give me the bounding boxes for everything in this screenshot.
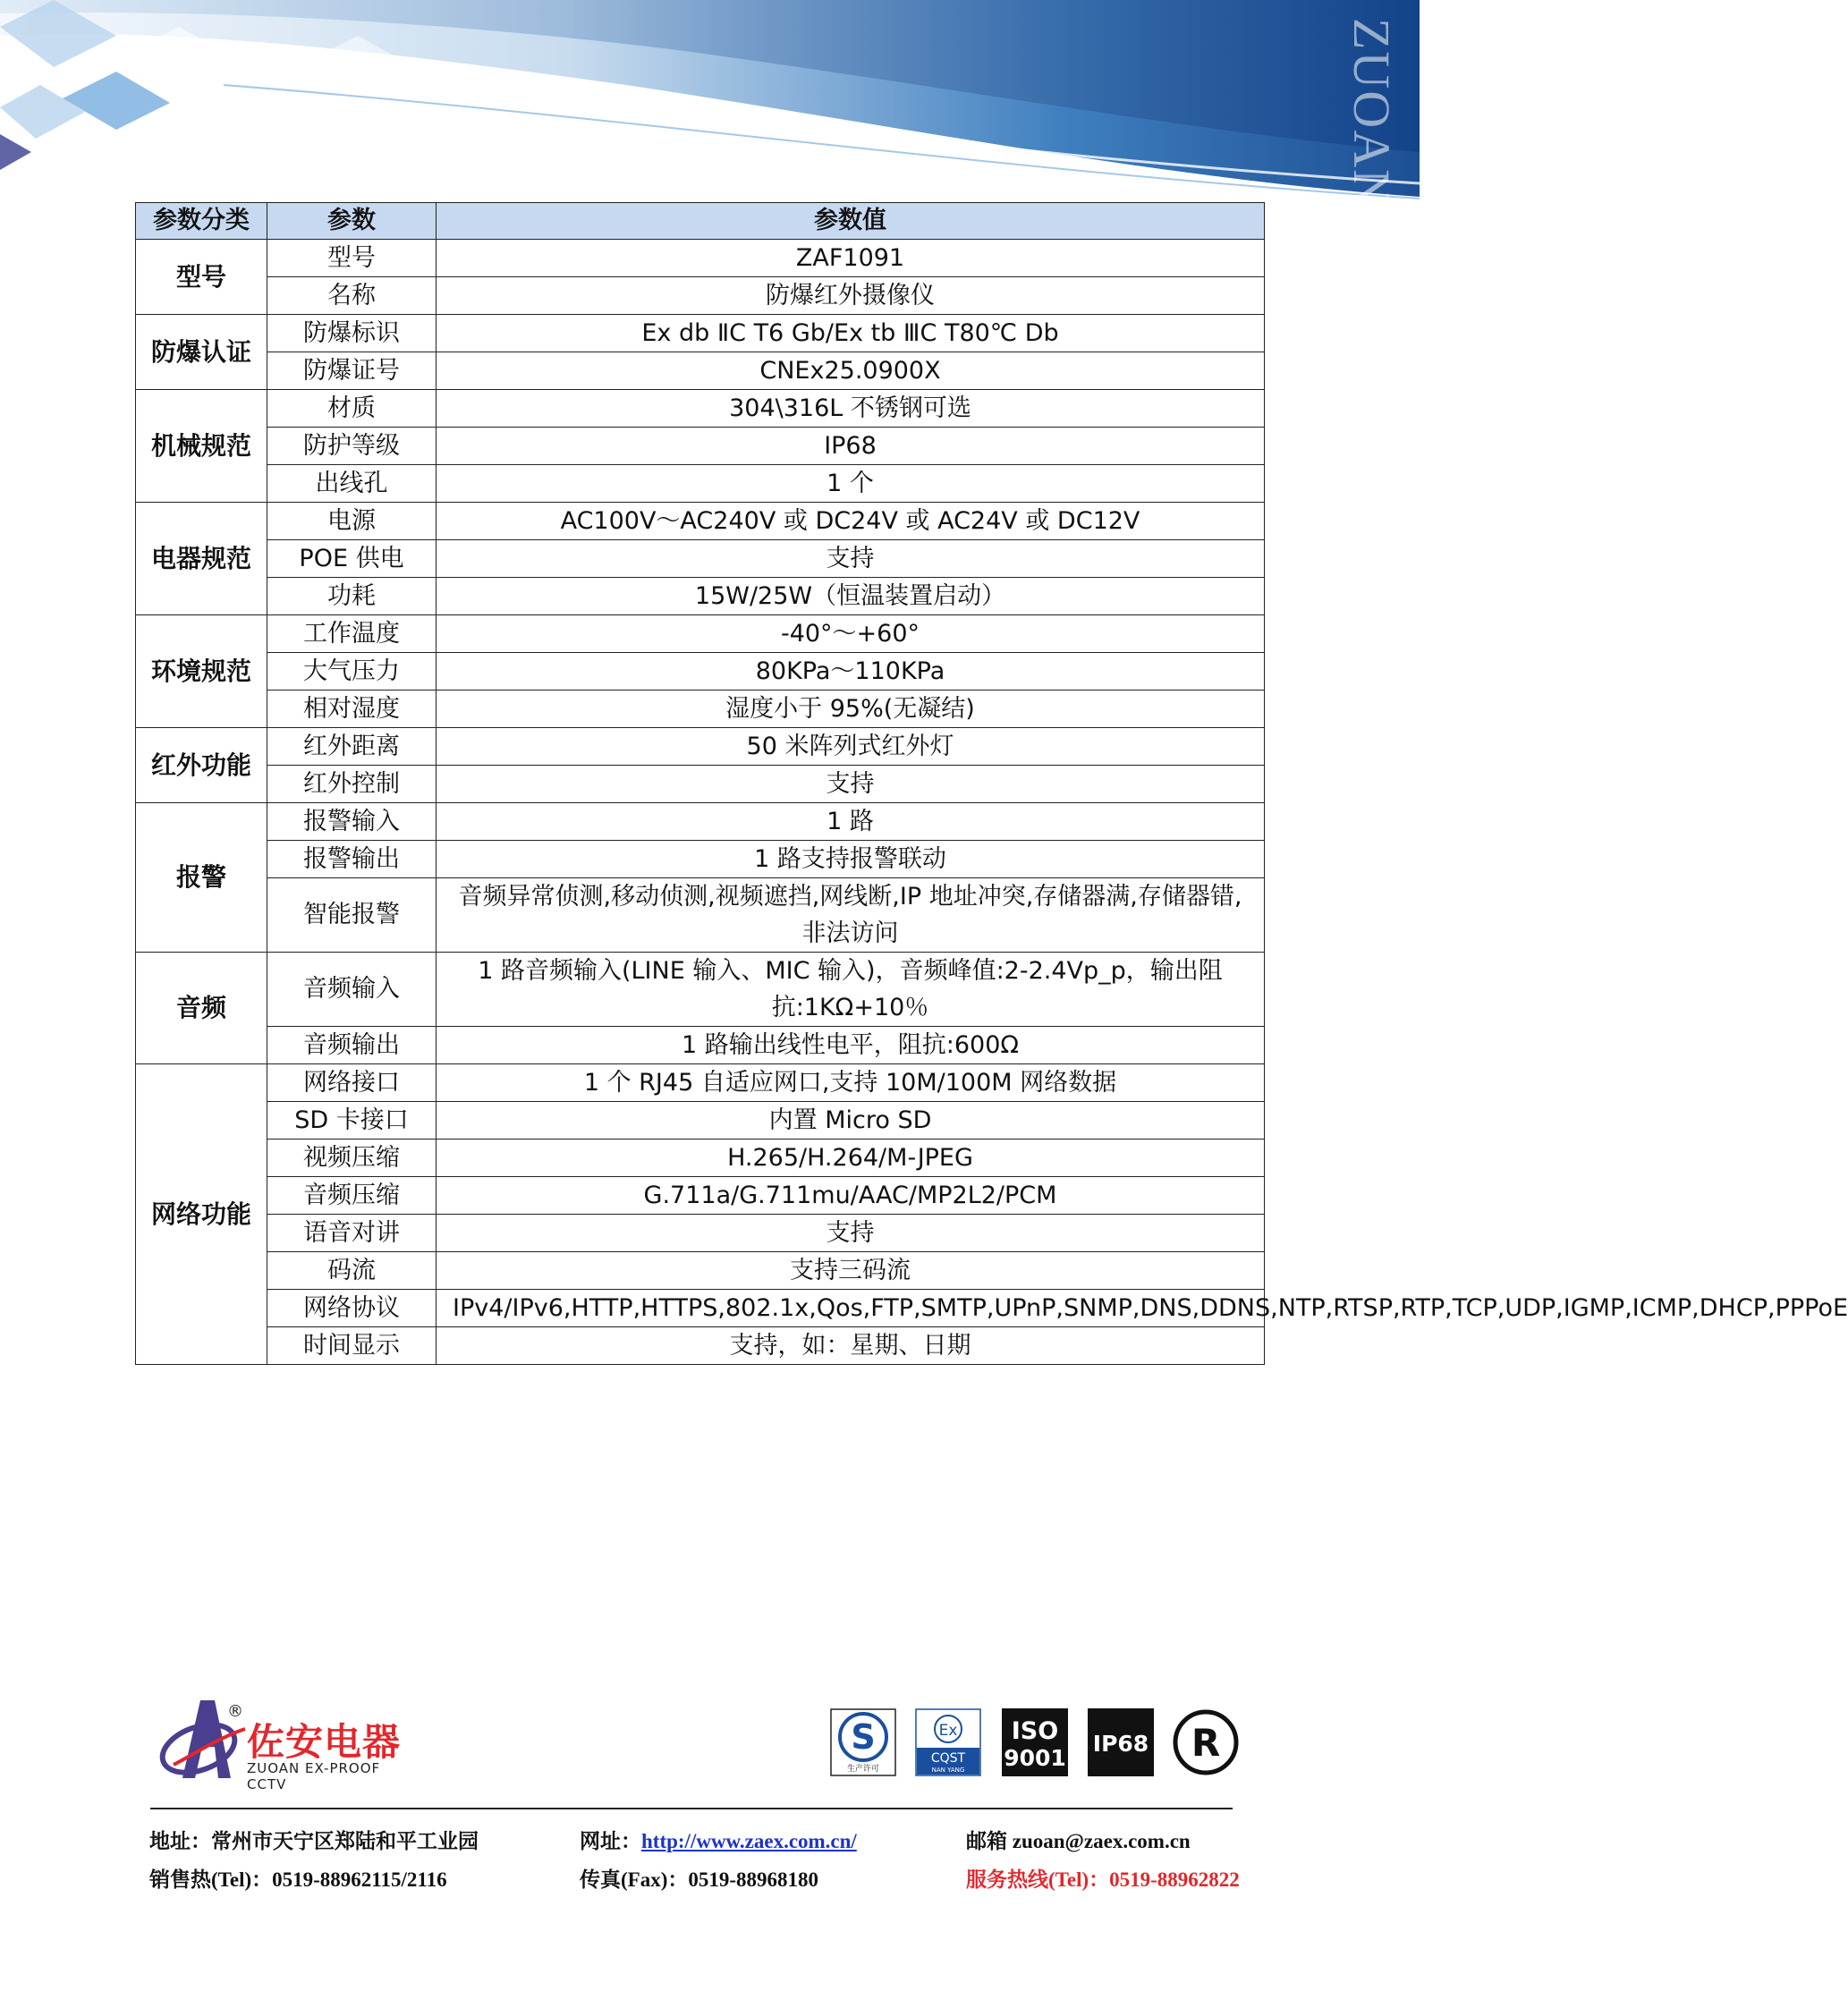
table-row <box>136 1215 1265 1252</box>
param-cell: 音频输入 <box>267 953 437 1027</box>
value-cell: 1 路输出线性电平，阻抗:600Ω <box>437 1027 1265 1064</box>
value-cell: 湿度小于 95%(无凝结) <box>437 691 1265 728</box>
param-cell: SD 卡接口 <box>267 1102 437 1140</box>
value-cell: H.265/H.264/M-JPEG <box>437 1140 1265 1177</box>
value-cell: 1 个 RJ45 自适应网口,支持 10M/100M 网络数据 <box>437 1064 1265 1102</box>
website-line <box>580 1825 857 1854</box>
nanyang-label: NAN YANG <box>931 1767 965 1774</box>
table-row <box>136 578 1265 615</box>
value-cell: -40°～+60° <box>437 615 1265 653</box>
param-cell: 防爆证号 <box>267 352 437 390</box>
param-cell: 时间显示 <box>267 1327 437 1365</box>
value-cell: IP68 <box>437 428 1265 465</box>
category-cell: 电器规范 <box>136 503 267 615</box>
header-param: 参数 <box>267 203 437 240</box>
website-link[interactable]: http://www.zaex.com.cn/ <box>641 1830 857 1852</box>
value-cell: 80KPa～110KPa <box>437 653 1265 691</box>
value-cell: 支持，如：星期、日期 <box>437 1327 1265 1365</box>
param-cell: 报警输入 <box>267 803 437 841</box>
table-row <box>136 428 1265 465</box>
table-row <box>136 728 1265 766</box>
param-cell: 工作温度 <box>267 615 437 653</box>
param-cell: 语音对讲 <box>267 1215 437 1252</box>
company-logo <box>156 1693 424 1792</box>
param-cell: 防护等级 <box>267 428 437 465</box>
category-cell: 型号 <box>136 240 267 315</box>
table-row <box>136 503 1265 540</box>
table-row <box>136 1177 1265 1215</box>
category-cell: 环境规范 <box>136 615 267 728</box>
header-value: 参数值 <box>437 203 1265 240</box>
value-cell: 1 个 <box>437 465 1265 503</box>
iso-line1: ISO <box>1011 1717 1059 1745</box>
value-cell: ZAF1091 <box>437 240 1265 277</box>
category-cell: 音频 <box>136 953 267 1064</box>
param-cell: 报警输出 <box>267 841 437 878</box>
table-row <box>136 841 1265 878</box>
param-cell: 名称 <box>267 277 437 315</box>
param-cell: 相对湿度 <box>267 691 437 728</box>
qs-certification-icon <box>830 1708 896 1776</box>
table-header-row <box>136 203 1265 240</box>
table-row <box>136 352 1265 390</box>
table-row <box>136 1290 1265 1327</box>
fax-text: 传真(Fax)：0519-88968180 <box>580 1868 819 1891</box>
logo-text-en: ZUOAN EX-PROOF CCTV <box>247 1760 381 1792</box>
table-row <box>136 766 1265 803</box>
param-cell: 智能报警 <box>267 878 437 953</box>
iso-line2: 9001 <box>1004 1745 1066 1771</box>
value-cell: IPv4/IPv6,HTTP,HTTPS,802.1x,Qos,FTP,SMTP,UPnP,SNMP,DNS,DDNS,NTP,RTSP,RTP,TCP,UDP,IGMP,ICMP,DHCP,PPPoE <box>437 1290 1265 1327</box>
table-row <box>136 615 1265 653</box>
value-cell: 支持 <box>437 766 1265 803</box>
param-cell: 防爆标识 <box>267 315 437 352</box>
value-cell: CNEx25.0900X <box>437 352 1265 390</box>
category-cell: 网络功能 <box>136 1064 267 1365</box>
table-row <box>136 691 1265 728</box>
param-cell: 红外距离 <box>267 728 437 766</box>
svg-text:S: S <box>851 1717 876 1757</box>
logo-text-cn: 佐安电器 <box>247 1720 402 1764</box>
qs-label: 生产许可 <box>846 1765 880 1774</box>
category-cell: 红外功能 <box>136 728 267 803</box>
email-text: 邮箱 zuoan@zaex.com.cn <box>966 1830 1191 1852</box>
table-row <box>136 953 1265 1027</box>
table-row <box>136 277 1265 315</box>
param-cell: 型号 <box>267 240 437 277</box>
r-label: R <box>1191 1721 1221 1765</box>
value-cell: 1 路 <box>437 803 1265 841</box>
value-cell: 防爆红外摄像仪 <box>437 277 1265 315</box>
param-cell: 音频压缩 <box>267 1177 437 1215</box>
value-cell: 支持 <box>437 1215 1265 1252</box>
value-cell: 304\316L 不锈钢可选 <box>437 390 1265 428</box>
brand-vertical-text: ZUOAN <box>1343 18 1401 208</box>
table-row <box>136 803 1265 841</box>
table-row <box>136 315 1265 352</box>
cqst-label: CQST <box>930 1751 966 1766</box>
param-cell: 电源 <box>267 503 437 540</box>
website-label: 网址： <box>580 1830 641 1852</box>
value-cell: 内置 Micro SD <box>437 1102 1265 1140</box>
param-cell: 功耗 <box>267 578 437 615</box>
value-cell: 15W/25W（恒温装置启动） <box>437 578 1265 615</box>
service-tel-text: 服务热线(Tel)：0519-88962822 <box>966 1868 1240 1891</box>
value-cell: 1 路支持报警联动 <box>437 841 1265 878</box>
param-cell: 视频压缩 <box>267 1140 437 1177</box>
category-cell: 报警 <box>136 803 267 953</box>
spec-table <box>135 202 1848 1365</box>
footer-divider <box>150 1808 1233 1809</box>
table-row <box>136 1327 1265 1365</box>
table-row <box>136 1102 1265 1140</box>
param-cell: 材质 <box>267 390 437 428</box>
ip68-certification-icon <box>1088 1708 1154 1776</box>
param-cell: 大气压力 <box>267 653 437 691</box>
ex-label: Ex <box>938 1722 958 1740</box>
param-cell: 网络接口 <box>267 1064 437 1102</box>
value-cell: AC100V～AC240V 或 DC24V 或 AC24V 或 DC12V <box>437 503 1265 540</box>
value-cell: Ex db ⅡC T6 Gb/Ex tb ⅢC T80℃ Db <box>437 315 1265 352</box>
value-cell: 支持三码流 <box>437 1252 1265 1290</box>
param-cell: 出线孔 <box>267 465 437 503</box>
value-cell: 1 路音频输入(LINE 输入、MIC 输入)，音频峰值:2-2.4Vp_p，输出阻抗:1KΩ+10％ <box>437 953 1265 1027</box>
value-cell: 音频异常侦测,移动侦测,视频遮挡,网线断,IP 地址冲突,存储器满,存储器错,非法访问 <box>437 878 1265 953</box>
table-row <box>136 390 1265 428</box>
value-cell: 50 米阵列式红外灯 <box>437 728 1265 766</box>
iso9001-certification-icon <box>1002 1708 1068 1776</box>
table-row <box>136 653 1265 691</box>
table-row <box>136 240 1265 277</box>
registered-trademark-icon <box>1172 1708 1240 1776</box>
param-cell: 网络协议 <box>267 1290 437 1327</box>
table-row <box>136 1252 1265 1290</box>
table-row <box>136 1140 1265 1177</box>
ex-certification-icon <box>915 1708 981 1776</box>
address-text: 地址：常州市天宁区郑陆和平工业园 <box>149 1830 479 1852</box>
header-category: 参数分类 <box>136 203 267 240</box>
param-cell: POE 供电 <box>267 540 437 578</box>
registered-mark: ® <box>227 1702 243 1721</box>
param-cell: 音频输出 <box>267 1027 437 1064</box>
param-cell: 红外控制 <box>267 766 437 803</box>
value-cell: 支持 <box>437 540 1265 578</box>
table-row <box>136 465 1265 503</box>
table-row <box>136 540 1265 578</box>
sales-tel-text: 销售热(Tel)：0519-88962115/2116 <box>149 1868 447 1891</box>
table-row <box>136 1064 1265 1102</box>
param-cell: 码流 <box>267 1252 437 1290</box>
table-row <box>136 1027 1265 1064</box>
table-row <box>136 878 1265 953</box>
value-cell: G.711a/G.711mu/AAC/MP2L2/PCM <box>437 1177 1265 1215</box>
header-banner <box>0 0 1420 215</box>
category-cell: 机械规范 <box>136 390 267 503</box>
ip-label: IP68 <box>1092 1731 1149 1757</box>
category-cell: 防爆认证 <box>136 315 267 390</box>
